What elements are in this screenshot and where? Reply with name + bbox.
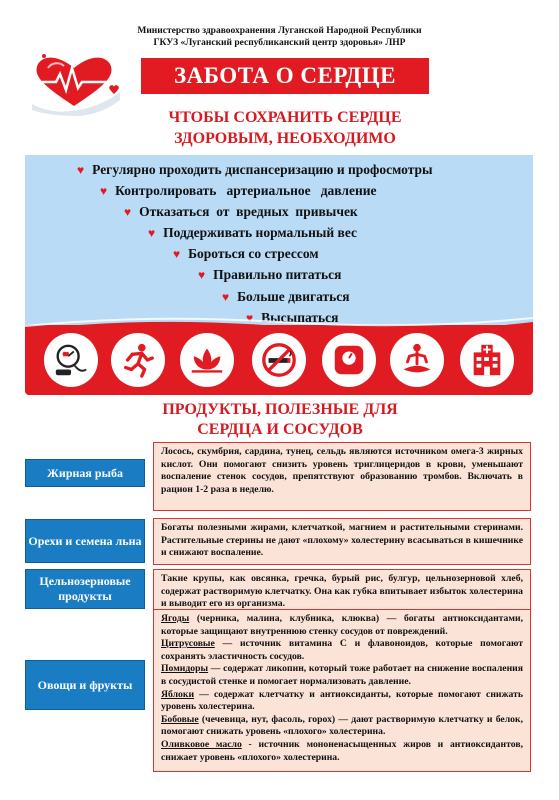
- ministry-line-2: ГКУЗ «Луганский республиканский центр здоровья» ЛНР: [153, 38, 406, 48]
- ministry-line-1: Министерство здравоохранения Луганской Народной Республики: [137, 26, 422, 36]
- product-desc-fish: Лосось, скумбрия, сардина, тунец, сельдь являются источником омега-3 жирных кислот. Они помогают снизить уровень триглицеридов в крови, уменьшают воспаление стенок сосудов, препятствуют образованию тромбов. Включать в рацион 1-2 раза в неделю.: [153, 442, 531, 511]
- heart-icon: ♥: [222, 290, 230, 304]
- hospital-icon: [460, 333, 514, 387]
- tonometer-icon: [44, 333, 98, 387]
- veg-item: Помидоры — содержат ликопин, который тоже работает на снижение воспаления в сосудистой стенке и помогает нормализовать давление.: [161, 663, 523, 687]
- tip-item: ♥ Бороться со стрессом: [173, 246, 319, 261]
- veg-item: Оливковое масло - источник мононенасыщенных жиров и антиоксидантов, снижает уровень «плохого» холестерина.: [161, 738, 523, 763]
- tip-item: ♥ Поддерживать нормальный вес: [148, 225, 357, 240]
- product-label-grains: Цельнозерновые продукты: [25, 569, 145, 609]
- product-desc-nuts: Богаты полезными жирами, клетчаткой, магнием и растительными стеринами. Растительные стерины не дают «плохому» холестерину всасываться в кишечнике и снижают воспаление.: [153, 518, 531, 565]
- veg-item: Цитрусовые — источник витамина С и флавоноидов, которые помогают сохранять эластичность сосудов.: [161, 638, 523, 662]
- tip-item: ♥ Больше двигаться: [222, 289, 350, 304]
- tip-item: ♥ Регулярно проходить диспансеризацию и профосмотры: [77, 162, 433, 177]
- veg-item: Ягоды (черника, малина, клубника, клюква) — богаты антиоксидантами, которые защищают внутреннюю стенку сосудов от повреждений.: [161, 613, 523, 637]
- product-desc-vegetables: [153, 609, 531, 772]
- veg-item: Яблоки — содержат клетчатку и антиоксиданты, которые помогают снижать уровень холестерина.: [161, 688, 523, 713]
- product-label-vegetables: Овощи и фрукты: [25, 660, 145, 710]
- product-label-nuts: Орехи и семена льна: [25, 519, 145, 563]
- product-desc-grains: Такие крупы, как овсянка, гречка, бурый рис, булгур, цельнозерновой хлеб, содержат растворимую клетчатку. Она как губка впитывает избыток холестерина и выводит его из организма.: [153, 569, 531, 616]
- products-title-line-1: ПРОДУКТЫ, ПОЛЕЗНЫЕ ДЛЯ: [162, 401, 398, 418]
- tips-panel: [25, 155, 533, 333]
- veg-item: Бобовые (чечевица, нут, фасоль, горох) — дают растворимую клетчатку и белок, помогают снижать уровень «плохого» холестерина.: [161, 713, 523, 738]
- subtitle-line-2: ЗДОРОВЫМ, НЕОБХОДИМО: [174, 130, 396, 147]
- heart-icon: ♥: [124, 205, 132, 219]
- heart-icon: ♥: [100, 184, 108, 198]
- tip-item: ♥ Отказаться от вредных привычек: [124, 204, 358, 219]
- tip-item: ♥ Высыпаться: [246, 310, 339, 325]
- tip-item: ♥ Контролировать артериальное давление: [100, 183, 377, 198]
- lotus-icon: [180, 333, 234, 387]
- products-title-line-2: СЕРДЦА И СОСУДОВ: [197, 421, 363, 438]
- no-smoking-icon: [252, 333, 306, 387]
- product-label-fish: Жирная рыба: [25, 459, 145, 487]
- subtitle-line-1: ЧТОБЫ СОХРАНИТЬ СЕРДЦЕ: [168, 109, 402, 126]
- heart-in-hand-logo: [24, 54, 124, 116]
- heart-icon: ♥: [198, 268, 206, 282]
- heart-icon: ♥: [148, 226, 156, 240]
- running-icon: [111, 333, 165, 387]
- tip-item: ♥ Правильно питаться: [198, 267, 342, 282]
- heart-icon: ♥: [246, 311, 254, 325]
- heart-icon: ♥: [173, 247, 181, 261]
- meditation-icon: [390, 333, 444, 387]
- page-title: ЗАБОТА О СЕРДЦЕ: [141, 58, 429, 94]
- scales-icon: [322, 333, 376, 387]
- heart-icon: ♥: [77, 163, 85, 177]
